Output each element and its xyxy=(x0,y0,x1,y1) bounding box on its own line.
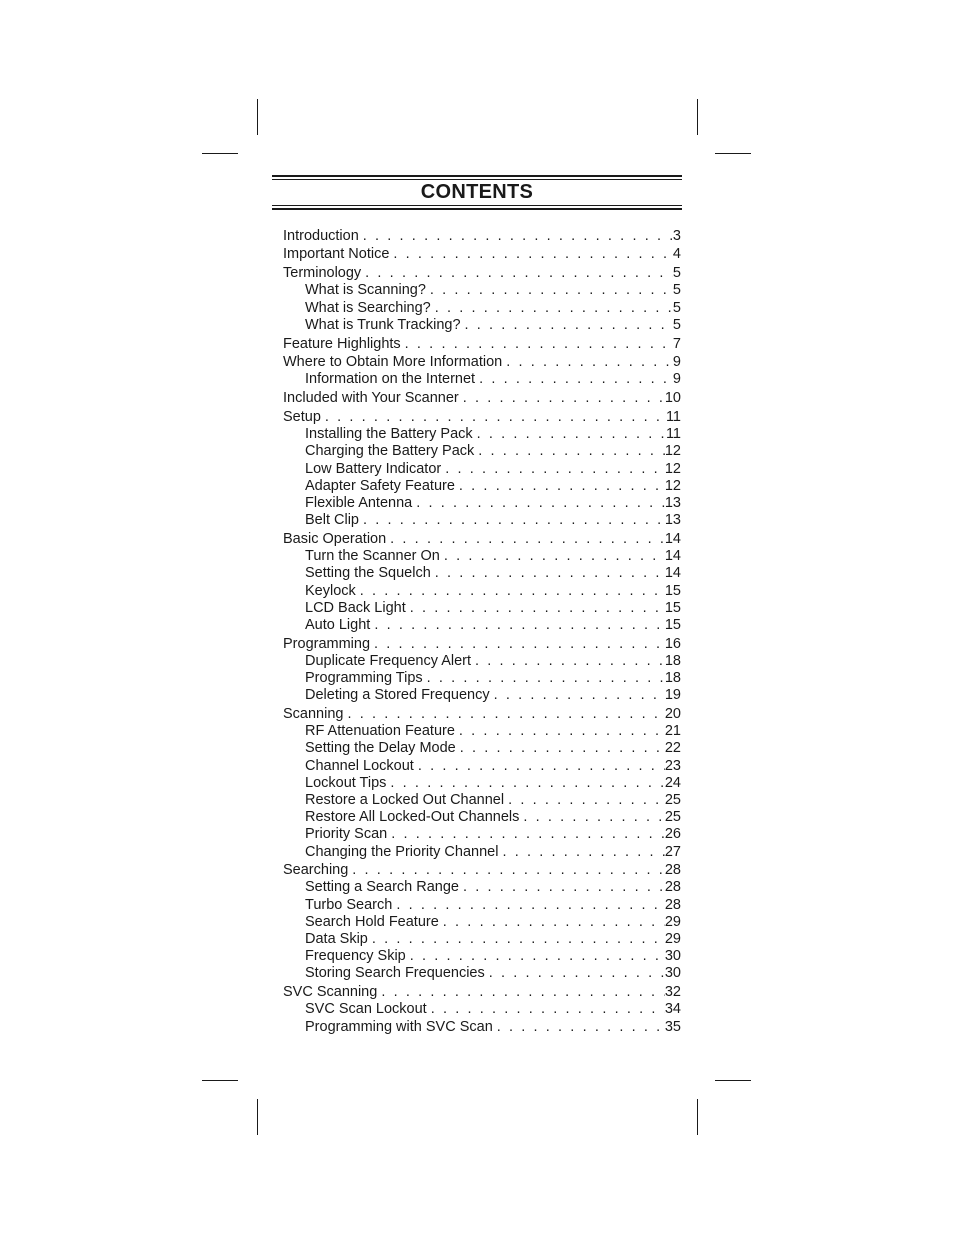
toc-entry-label: Scanning xyxy=(283,706,344,722)
toc-dot-leader xyxy=(498,844,664,861)
toc-entry-label: Turbo Search xyxy=(305,896,393,913)
header-rule-bottom-thin xyxy=(272,205,682,206)
toc-entry-label: Search Hold Feature xyxy=(305,913,439,930)
toc-dot-leader xyxy=(348,862,665,879)
toc-dot-leader xyxy=(412,495,665,512)
toc-entry-label: Important Notice xyxy=(283,246,390,263)
toc-dot-leader xyxy=(431,300,673,317)
toc-dot-leader xyxy=(356,583,665,600)
toc-entry[interactable] xyxy=(283,565,681,582)
toc-entry[interactable] xyxy=(283,862,681,879)
toc-dot-leader xyxy=(455,478,665,495)
toc-dot-leader xyxy=(474,443,665,460)
toc-dot-leader xyxy=(456,740,665,757)
toc-entry-label: Frequency Skip xyxy=(305,948,406,965)
toc-entry[interactable] xyxy=(283,548,681,565)
toc-dot-leader xyxy=(502,354,673,371)
toc-dot-leader xyxy=(440,548,665,565)
toc-entry[interactable] xyxy=(283,758,681,775)
toc-dot-leader xyxy=(359,512,665,529)
toc-entry-label: Data Skip xyxy=(305,931,368,948)
toc-dot-leader xyxy=(439,914,665,931)
toc-entry[interactable] xyxy=(283,443,681,460)
toc-dot-leader xyxy=(401,336,673,353)
toc-entry-label: Keylock xyxy=(305,582,356,599)
toc-entry-label: What is Trunk Tracking? xyxy=(305,316,461,333)
toc-entry-page-number: 5 xyxy=(672,316,681,333)
toc-dot-leader xyxy=(431,565,665,582)
toc-entry-label: Deleting a Stored Frequency xyxy=(305,687,490,704)
toc-entry-page-number: 12 xyxy=(664,460,681,477)
toc-entry-page-number: 14 xyxy=(664,565,681,582)
toc-entry-page-number: 15 xyxy=(664,599,681,616)
crop-mark-bottom-left-vertical xyxy=(257,1099,258,1135)
toc-entry-page-number: 18 xyxy=(664,670,681,687)
toc-entry-page-number: 30 xyxy=(664,965,681,982)
toc-dot-leader xyxy=(461,317,673,334)
toc-entry[interactable] xyxy=(283,965,681,982)
toc-entry-page-number: 11 xyxy=(665,426,681,443)
toc-entry-page-number: 28 xyxy=(664,879,681,896)
toc-entry[interactable] xyxy=(283,531,681,548)
toc-entry[interactable] xyxy=(283,583,681,600)
toc-dot-leader xyxy=(475,371,673,388)
toc-dot-leader xyxy=(519,809,664,826)
toc-entry-label: Basic Operation xyxy=(283,530,387,547)
toc-entry[interactable] xyxy=(283,600,681,617)
toc-entry[interactable] xyxy=(283,461,681,478)
toc-entry[interactable] xyxy=(283,512,681,529)
toc-entry-label: Duplicate Frequency Alert xyxy=(305,652,472,669)
toc-entry-label: Included with Your Scanner xyxy=(283,390,459,407)
toc-dot-leader xyxy=(343,706,664,723)
crop-mark-top-left-vertical xyxy=(257,99,258,135)
toc-entry-page-number: 32 xyxy=(664,984,681,1001)
toc-dot-leader xyxy=(455,723,665,740)
toc-entry-page-number: 12 xyxy=(664,477,681,494)
header-rule-top-thin xyxy=(272,179,682,180)
toc-entry[interactable] xyxy=(283,636,681,653)
toc-dot-leader xyxy=(386,775,664,792)
toc-dot-leader xyxy=(423,670,665,687)
toc-dot-leader xyxy=(370,617,665,634)
toc-entry[interactable] xyxy=(283,687,681,704)
crop-mark-top-left-horizontal xyxy=(202,153,238,154)
table-of-contents xyxy=(283,226,681,1036)
toc-entry[interactable] xyxy=(283,792,681,809)
toc-dot-leader xyxy=(427,1001,665,1018)
toc-entry[interactable] xyxy=(283,844,681,861)
toc-entry-label: Storing Search Frequencies xyxy=(305,965,485,982)
toc-entry[interactable] xyxy=(283,495,681,512)
toc-entry-label: Charging the Battery Pack xyxy=(305,443,475,460)
toc-entry-page-number: 10 xyxy=(664,390,681,407)
toc-dot-leader xyxy=(392,897,665,914)
contents-header xyxy=(272,175,682,211)
crop-mark-bottom-left-horizontal xyxy=(202,1080,238,1081)
toc-dot-leader xyxy=(459,879,665,896)
toc-entry-page-number: 20 xyxy=(664,706,681,722)
toc-entry[interactable] xyxy=(283,723,681,740)
toc-dot-leader xyxy=(406,948,665,965)
toc-entry-label: Where to Obtain More Information xyxy=(283,354,503,371)
toc-dot-leader xyxy=(459,390,665,407)
toc-entry-page-number: 12 xyxy=(664,443,681,460)
toc-entry-label: Setting a Search Range xyxy=(305,879,459,896)
toc-entry[interactable] xyxy=(283,653,681,670)
toc-dot-leader xyxy=(485,965,665,982)
toc-entry-page-number: 21 xyxy=(664,723,681,740)
toc-entry[interactable] xyxy=(283,809,681,826)
toc-dot-leader xyxy=(368,931,665,948)
toc-entry-page-number: 25 xyxy=(664,791,681,808)
toc-entry[interactable] xyxy=(283,984,681,1001)
crop-mark-bottom-right-vertical xyxy=(697,1099,698,1135)
toc-entry-label: What is Searching? xyxy=(305,299,431,316)
toc-entry[interactable] xyxy=(283,336,681,353)
toc-entry[interactable] xyxy=(283,897,681,914)
toc-entry-label: Setup xyxy=(283,409,321,426)
toc-entry[interactable] xyxy=(283,317,681,334)
crop-mark-top-right-vertical xyxy=(697,99,698,135)
toc-entry-page-number: 22 xyxy=(664,740,681,757)
toc-entry-page-number: 4 xyxy=(672,246,681,263)
toc-entry-page-number: 29 xyxy=(664,913,681,930)
toc-entry-page-number: 14 xyxy=(664,548,681,565)
toc-entry[interactable] xyxy=(283,246,681,263)
toc-entry-label: Programming xyxy=(283,635,371,652)
toc-entry-label: LCD Back Light xyxy=(305,599,406,616)
toc-entry[interactable] xyxy=(283,228,681,245)
toc-entry-page-number: 23 xyxy=(664,757,681,774)
toc-entry-label: Installing the Battery Pack xyxy=(305,426,473,443)
toc-entry-page-number: 7 xyxy=(672,335,681,352)
toc-entry-page-number: 9 xyxy=(672,354,681,371)
toc-dot-leader xyxy=(370,636,665,653)
toc-dot-leader xyxy=(441,461,665,478)
toc-entry-label: Belt Clip xyxy=(305,512,359,529)
toc-entry-label: SVC Scanning xyxy=(283,984,378,1001)
toc-entry[interactable] xyxy=(283,426,681,443)
toc-entry-label: Auto Light xyxy=(305,616,371,633)
toc-entry-label: Terminology xyxy=(283,265,362,282)
toc-entry[interactable] xyxy=(283,914,681,931)
toc-entry-page-number: 13 xyxy=(664,494,681,511)
toc-dot-leader xyxy=(414,758,665,775)
toc-entry-label: Information on the Internet xyxy=(305,371,476,388)
toc-entry[interactable] xyxy=(283,1019,681,1036)
toc-entry[interactable] xyxy=(283,706,681,723)
toc-entry-page-number: 25 xyxy=(664,809,681,826)
crop-mark-bottom-right-horizontal xyxy=(715,1080,751,1081)
toc-entry-page-number: 11 xyxy=(665,409,681,426)
toc-dot-leader xyxy=(361,265,673,282)
toc-entry-label: Restore All Locked-Out Channels xyxy=(305,809,520,826)
toc-entry-label: Searching xyxy=(283,862,349,879)
header-rule-bottom-thick xyxy=(272,208,682,210)
toc-entry-page-number: 15 xyxy=(664,616,681,633)
toc-entry-page-number: 29 xyxy=(664,931,681,948)
toc-entry-page-number: 26 xyxy=(664,826,681,843)
toc-entry[interactable] xyxy=(283,1001,681,1018)
toc-entry-page-number: 9 xyxy=(672,371,681,388)
toc-entry-page-number: 28 xyxy=(664,862,681,879)
toc-dot-leader xyxy=(426,282,673,299)
toc-entry-page-number: 18 xyxy=(664,652,681,669)
toc-entry[interactable] xyxy=(283,948,681,965)
toc-entry-label: Changing the Priority Channel xyxy=(305,843,499,860)
toc-entry[interactable] xyxy=(283,371,681,388)
toc-entry-page-number: 14 xyxy=(664,530,681,547)
toc-dot-leader xyxy=(386,531,665,548)
toc-dot-leader xyxy=(471,653,665,670)
toc-dot-leader xyxy=(504,792,665,809)
toc-entry-label: Programming Tips xyxy=(305,670,423,687)
toc-entry[interactable] xyxy=(283,265,681,282)
toc-entry-page-number: 15 xyxy=(664,582,681,599)
toc-entry-label: Adapter Safety Feature xyxy=(305,477,455,494)
toc-entry-label: Priority Scan xyxy=(305,826,388,843)
toc-dot-leader xyxy=(359,228,673,245)
toc-entry[interactable] xyxy=(283,670,681,687)
toc-entry-page-number: 34 xyxy=(664,1001,681,1018)
toc-entry-label: Flexible Antenna xyxy=(305,494,413,511)
toc-entry[interactable] xyxy=(283,282,681,299)
toc-entry-label: Setting the Squelch xyxy=(305,565,431,582)
toc-entry[interactable] xyxy=(283,775,681,792)
toc-entry[interactable] xyxy=(283,300,681,317)
toc-entry-page-number: 3 xyxy=(672,227,681,244)
toc-entry-label: Low Battery Indicator xyxy=(305,460,442,477)
toc-entry-page-number: 19 xyxy=(664,687,681,704)
crop-mark-top-right-horizontal xyxy=(715,153,751,154)
toc-dot-leader xyxy=(377,984,665,1001)
header-rule-top-thick xyxy=(272,175,682,177)
toc-entry-label: Feature Highlights xyxy=(283,335,401,352)
toc-dot-leader xyxy=(389,246,673,263)
toc-entry-label: Lockout Tips xyxy=(305,774,387,791)
toc-entry[interactable] xyxy=(283,617,681,634)
toc-entry-page-number: 5 xyxy=(672,265,681,282)
toc-entry[interactable] xyxy=(283,740,681,757)
toc-entry-page-number: 35 xyxy=(664,1018,681,1035)
toc-entry-label: RF Attenuation Feature xyxy=(305,723,455,740)
toc-entry-label: Introduction xyxy=(283,227,359,244)
toc-entry-label: Turn the Scanner On xyxy=(305,548,440,565)
toc-entry[interactable] xyxy=(283,478,681,495)
toc-entry-page-number: 5 xyxy=(672,282,681,299)
toc-dot-leader xyxy=(406,600,665,617)
toc-entry-label: Restore a Locked Out Channel xyxy=(305,791,505,808)
toc-entry-label: Channel Lockout xyxy=(305,757,414,774)
toc-dot-leader xyxy=(321,409,666,426)
toc-dot-leader xyxy=(387,826,665,843)
toc-entry-page-number: 13 xyxy=(664,512,681,529)
toc-entry-label: What is Scanning? xyxy=(305,282,426,299)
toc-entry-label: Programming with SVC Scan xyxy=(305,1018,493,1035)
toc-entry[interactable] xyxy=(283,826,681,843)
toc-entry[interactable] xyxy=(283,879,681,896)
toc-entry-page-number: 27 xyxy=(664,843,681,860)
toc-dot-leader xyxy=(493,1019,665,1036)
toc-entry-page-number: 30 xyxy=(664,948,681,965)
toc-dot-leader xyxy=(473,426,666,443)
toc-entry-label: Setting the Delay Mode xyxy=(305,740,456,757)
toc-entry[interactable] xyxy=(283,354,681,371)
toc-entry-page-number: 28 xyxy=(664,896,681,913)
toc-entry[interactable] xyxy=(283,409,681,426)
page-title: CONTENTS xyxy=(420,181,534,203)
toc-entry-page-number: 16 xyxy=(664,635,681,652)
toc-entry[interactable] xyxy=(283,390,681,407)
toc-entry-page-number: 24 xyxy=(664,774,681,791)
toc-dot-leader xyxy=(490,687,665,704)
toc-entry[interactable] xyxy=(283,931,681,948)
toc-entry-page-number: 5 xyxy=(672,299,681,316)
toc-entry-label: SVC Scan Lockout xyxy=(305,1001,427,1018)
